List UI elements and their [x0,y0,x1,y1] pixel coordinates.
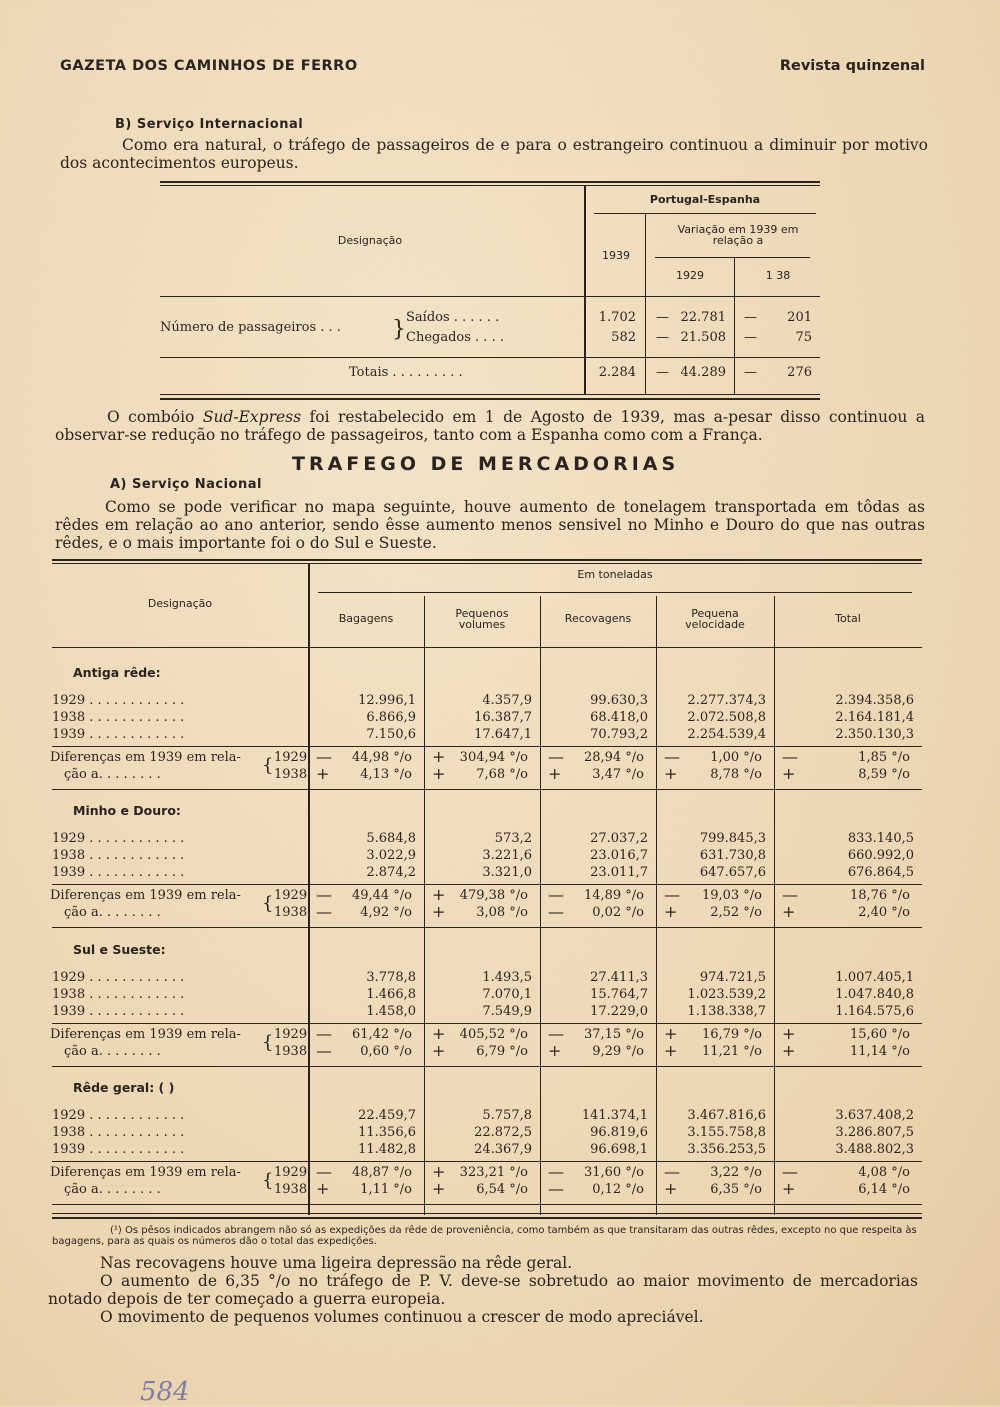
table-cell: 99.630,3 [590,693,648,708]
journal-subtitle: Revista quinzenal [779,58,925,74]
diff-cell: 4,13 °/o [360,767,412,782]
closing-line-2: O aumento de 6,35 °/o no tráfego de P. V. deve-se sobretudo ao maior movimento de mercadorias notado depois de ter começado a guerra europeia. [48,1272,918,1308]
section-b-heading: B) Serviço Internacional [115,117,304,132]
diff-sign: + [782,764,796,783]
diff-sign: — [316,747,332,766]
t1-saidos-1939: 1.702 [598,310,636,325]
diff-sign: + [782,1179,796,1198]
table-cell: 27.037,2 [590,831,648,846]
table-cell: 799.845,3 [699,831,766,846]
diff-label: ção a. . . . . . . . [64,1182,161,1197]
table-cell: 11.482,8 [358,1142,416,1157]
diff-sign: — [782,1162,798,1181]
table-cell: 16.387,7 [474,710,532,725]
table-cell: 24.367,9 [474,1142,532,1157]
table-cell: 3.356.253,5 [687,1142,766,1157]
table-cell: 23.011,7 [590,865,648,880]
diff-label: Diferenças em 1939 em rela- [50,1027,241,1042]
page-number: 584 [140,1377,190,1407]
table-cell: 70.793,2 [590,727,648,742]
t1-minus: — [744,310,757,325]
diff-sign: — [782,885,798,904]
diff-cell: 304,94 °/o [459,750,528,765]
table-cell: 3.155.758,8 [687,1125,766,1140]
diff-sign: + [782,1041,796,1060]
year-row-label: 1938 . . . . . . . . . . . . [52,1125,185,1140]
table-cell: 2.254.539,4 [687,727,766,742]
column-header: Pequena velocidade [685,607,745,631]
em-toneladas-header: Em toneladas [577,568,653,581]
diff-brace: { [262,1032,274,1053]
diff-sign: + [432,885,446,904]
table-cell: 23.016,7 [590,848,648,863]
diff-sign: + [432,902,446,921]
diff-cell: 14,89 °/o [583,888,644,903]
year-row-label: 1939 . . . . . . . . . . . . [52,1004,185,1019]
closing-text [48,1254,918,1326]
table-cell: 22.459,7 [358,1108,416,1123]
table-cell: 2.164.181,4 [835,710,914,725]
table-cell: 1.493,5 [482,970,532,985]
designacao-header: Designação [147,597,213,610]
table-cell: 1.138.338,7 [687,1004,766,1019]
t1-col-1938: 1 38 [765,269,791,282]
section-b-text: Como era natural, o tráfego de passageiros de e para o estrangeiro continuou a diminuir por motivo dos acontecimentos europeus. [60,136,928,172]
diff-year: 1938 [274,767,308,782]
diff-cell: 6,79 °/o [476,1044,528,1059]
diff-cell: 2,40 °/o [858,905,910,920]
table-cell: 974.721,5 [699,970,766,985]
diff-label: Diferenças em 1939 em rela- [50,1165,241,1180]
table-cell: 1.023.539,2 [687,987,766,1002]
t1-minus: — [656,365,669,380]
table-cell: 3.221,6 [482,848,532,863]
year-row-label: 1938 . . . . . . . . . . . . [52,848,185,863]
table-cell: 17.229,0 [590,1004,648,1019]
year-row-label: 1939 . . . . . . . . . . . . [52,727,185,742]
table-cell: 12.996,1 [358,693,416,708]
diff-year: 1938 [274,905,308,920]
diff-cell: 6,14 °/o [858,1182,910,1197]
column-header: Pequenos volumes [455,607,509,631]
diff-cell: 15,60 °/o [849,1027,910,1042]
diff-cell: 0,60 °/o [360,1044,412,1059]
diff-year: 1938 [274,1044,308,1059]
diff-sign: + [664,1024,678,1043]
diff-cell: 61,42 °/o [351,1027,412,1042]
table-cell: 7.150,6 [366,727,416,742]
t1-minus: — [656,310,669,325]
t1-col-1939: 1939 [602,249,630,262]
diff-sign: — [316,1024,332,1043]
sud-express-paragraph: O combóio Sud-Express foi restabelecido em 1 de Agosto de 1939, mas a-pesar disso continuou a observar-se redução no tráfego de passageiros, tanto com a Espanha como com a França. [55,408,925,444]
t1-chegados-1939: 582 [611,330,636,345]
diff-cell: 44,98 °/o [351,750,412,765]
year-row-label: 1929 . . . . . . . . . . . . [52,1108,185,1123]
year-row-label: 1939 . . . . . . . . . . . . [52,1142,185,1157]
t1-chegados-1929: 21.508 [680,330,726,345]
diff-sign: — [664,747,680,766]
table-cell: 5.757,8 [482,1108,532,1123]
table-cell: 3.637.408,2 [835,1108,914,1123]
table-rule [52,1213,922,1214]
table-cell: 573,2 [494,831,532,846]
table-cell: 1.007.405,1 [835,970,914,985]
diff-cell: 49,44 °/o [351,888,412,903]
table-rule [52,1204,922,1205]
diff-sign: — [548,1179,564,1198]
diff-cell: 1,85 °/o [858,750,910,765]
t1-col-1929: 1929 [676,269,704,282]
closing-line-1: Nas recovagens houve uma ligeira depressão na rêde geral. [100,1254,573,1272]
t1-totais-1929: 44.289 [680,365,726,380]
table-cell: 15.764,7 [590,987,648,1002]
t1-minus: — [656,330,669,345]
table-cell: 3.467.816,6 [687,1108,766,1123]
t1-chegados-label: Chegados . . . . [406,330,504,345]
diff-brace: { [262,1170,274,1191]
closing-line-3: O movimento de pequenos volumes continuou a crescer de modo apreciável. [100,1308,704,1326]
diff-sign: + [782,902,796,921]
diff-brace: { [262,893,274,914]
table-cell: 27.411,3 [590,970,648,985]
table-rule [52,789,922,790]
column-header: Recovagens [564,612,632,625]
diff-label: ção a. . . . . . . . [64,1044,161,1059]
diff-cell: 11,14 °/o [849,1044,910,1059]
diff-cell: 19,03 °/o [701,888,762,903]
diff-label: ção a. . . . . . . . [64,767,161,782]
diff-sign: + [432,747,446,766]
diff-cell: 479,38 °/o [459,888,528,903]
diff-year: 1929 [274,1027,308,1042]
group-title: Rêde geral: ( ) [73,1080,175,1095]
table-cell: 17.647,1 [474,727,532,742]
section-a-text: Como se pode verificar no mapa seguinte, houve aumento de tonelagem transportada em tôdas as rêdes em relação ao ano anterior, sendo êsse aumento menos sensivel no Minho e Douro do que nas outras rêdes, e o mais importante foi o do Sul e Sueste. [55,498,925,552]
diff-sign: + [432,1024,446,1043]
table-cell: 22.872,5 [474,1125,532,1140]
table-cell: 3.286.807,5 [835,1125,914,1140]
t1-chegados-1938: 75 [795,330,812,345]
table-cell: 1.466,8 [366,987,416,1002]
diff-cell: 18,76 °/o [849,888,910,903]
diff-cell: 3,22 °/o [710,1165,762,1180]
t1-row-label: Número de passageiros . . . [160,320,341,335]
diff-sign: — [548,885,564,904]
diff-sign: — [316,1041,332,1060]
diff-label: Diferenças em 1939 em rela- [50,750,241,765]
year-row-label: 1929 . . . . . . . . . . . . [52,693,185,708]
table-cell: 660.992,0 [847,848,914,863]
t1-totais-1939: 2.284 [598,365,636,380]
diff-cell: 6,54 °/o [476,1182,528,1197]
column-header: Bagagens [338,612,394,625]
diff-sign: + [664,1041,678,1060]
table-cell: 3.321,0 [482,865,532,880]
diff-sign: + [316,764,330,783]
table-cell: 2.394.358,6 [835,693,914,708]
diff-cell: 0,12 °/o [592,1182,644,1197]
diff-cell: 1,11 °/o [360,1182,412,1197]
t1-minus: — [744,330,757,345]
section-a-heading: A) Serviço Nacional [110,477,262,492]
diff-cell: 323,21 °/o [459,1165,528,1180]
diff-sign: — [664,1162,680,1181]
diff-cell: 4,92 °/o [360,905,412,920]
diff-cell: 8,59 °/o [858,767,910,782]
journal-title: GAZETA DOS CAMINHOS DE FERRO [60,58,358,74]
diff-cell: 0,02 °/o [592,905,644,920]
year-row-label: 1929 . . . . . . . . . . . . [52,831,185,846]
table-cell: 6.866,9 [366,710,416,725]
group-title: Sul e Sueste: [73,942,166,957]
diff-sign: — [316,1162,332,1181]
table-cell: 1.164.575,6 [835,1004,914,1019]
table-cell: 68.418,0 [590,710,648,725]
table-cell: 676.864,5 [847,865,914,880]
group-title: Minho e Douro: [73,803,181,818]
diff-sign: + [316,1179,330,1198]
diff-sign: + [432,1041,446,1060]
diff-year: 1929 [274,750,308,765]
table-cell: 647.657,6 [699,865,766,880]
diff-year: 1929 [274,1165,308,1180]
diff-sign: + [664,902,678,921]
t1-group-header: Portugal-Espanha [649,193,761,206]
diff-label: Diferenças em 1939 em rela- [50,888,241,903]
table-cell: 2.874,2 [366,865,416,880]
diff-cell: 31,60 °/o [583,1165,644,1180]
table-cell: 96.819,6 [590,1125,648,1140]
diff-cell: 8,78 °/o [710,767,762,782]
diff-cell: 28,94 °/o [583,750,644,765]
table-cell: 1.458,0 [366,1004,416,1019]
year-row-label: 1938 . . . . . . . . . . . . [52,987,185,1002]
diff-sign: + [664,764,678,783]
table-rule [52,1066,922,1067]
table-cell: 2.277.374,3 [687,693,766,708]
diff-sign: + [548,764,562,783]
table-rule [318,592,912,593]
diff-brace: { [262,755,274,776]
table-cell: 3.488.802,3 [835,1142,914,1157]
t1-variacao-header: Variação em 1939 em relação a [677,223,799,247]
diff-cell: 2,52 °/o [710,905,762,920]
diff-sign: — [664,885,680,904]
t1-totais-label: Totais . . . . . . . . . [349,365,463,380]
table-rule [52,647,922,648]
table-cell: 3.022,9 [366,848,416,863]
diff-cell: 1,00 °/o [710,750,762,765]
diff-sign: + [664,1179,678,1198]
diff-sign: + [432,1179,446,1198]
t1-brace: } [392,317,406,342]
diff-sign: + [432,1162,446,1181]
diff-cell: 4,08 °/o [858,1165,910,1180]
table-cell: 1.047.840,8 [835,987,914,1002]
merchandise-title: TRAFEGO DE MERCADORIAS [292,453,680,475]
table-cell: 2.072.508,8 [687,710,766,725]
table-cell: 5.684,8 [366,831,416,846]
table-cell: 96.698,1 [590,1142,648,1157]
table-rule [52,927,922,928]
table-cell: 11.356,6 [358,1125,416,1140]
year-row-label: 1939 . . . . . . . . . . . . [52,865,185,880]
column-header: Total [835,612,861,625]
table-rule [52,563,922,564]
diff-sign: — [782,747,798,766]
diff-label: ção a. . . . . . . . [64,905,161,920]
table-cell: 141.374,1 [581,1108,648,1123]
diff-sign: — [548,902,564,921]
diff-sign: — [316,902,332,921]
diff-cell: 9,29 °/o [592,1044,644,1059]
t1-totais-1938: 276 [787,365,812,380]
group-title: Antiga rêde: [73,665,161,680]
diff-sign: + [548,1041,562,1060]
year-row-label: 1929 . . . . . . . . . . . . [52,970,185,985]
footnote: (¹) Os pêsos indicados abrangem não só as expedições da rêde de proveniência, como também as que transitaram das outras rêdes, excepto no que respeita às bagagens, para as quais os números dão o total das expedições. [52,1225,917,1247]
diff-year: 1938 [274,1182,308,1197]
diff-sign: + [782,1024,796,1043]
year-row-label: 1938 . . . . . . . . . . . . [52,710,185,725]
diff-cell: 6,35 °/o [710,1182,762,1197]
table-cell: 7.070,1 [482,987,532,1002]
diff-sign: — [316,885,332,904]
diff-sign: — [548,1024,564,1043]
table-cell: 631.730,8 [699,848,766,863]
table-cell: 833.140,5 [847,831,914,846]
diff-cell: 7,68 °/o [476,767,528,782]
table-cell: 7.549,9 [482,1004,532,1019]
table-rule [52,1217,922,1219]
t1-designacao-header: Designação [337,234,403,247]
diff-year: 1929 [274,888,308,903]
diff-sign: — [548,1162,564,1181]
t1-saidos-label: Saídos . . . . . . [406,310,500,325]
diff-cell: 3,47 °/o [592,767,644,782]
table-cell: 2.350.130,3 [835,727,914,742]
table-rule [52,559,922,561]
diff-sign: — [548,747,564,766]
diff-cell: 3,08 °/o [476,905,528,920]
diff-cell: 11,21 °/o [701,1044,762,1059]
t1-saidos-1929: 22.781 [680,310,726,325]
diff-cell: 48,87 °/o [351,1165,412,1180]
table-cell: 3.778,8 [366,970,416,985]
diff-cell: 37,15 °/o [583,1027,644,1042]
diff-cell: 405,52 °/o [459,1027,528,1042]
table-cell: 4.357,9 [482,693,532,708]
diff-cell: 16,79 °/o [701,1027,762,1042]
t1-saidos-1938: 201 [787,310,812,325]
diff-sign: + [432,764,446,783]
t1-minus: — [744,365,757,380]
